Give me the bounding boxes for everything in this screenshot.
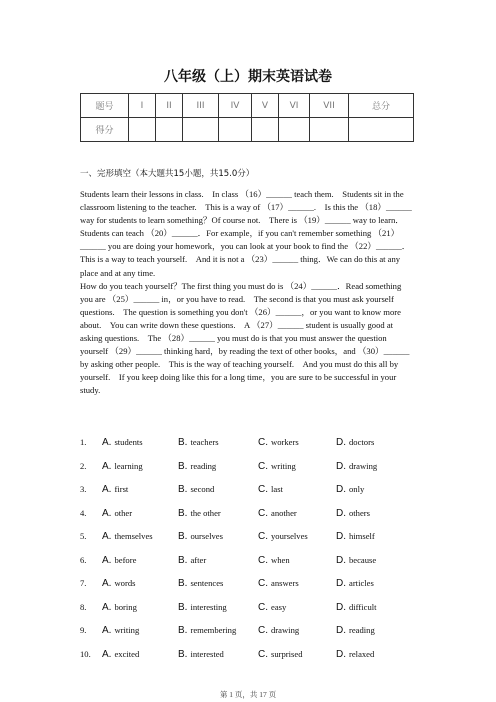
question-number: 10. — [80, 648, 91, 659]
option-letter: D. — [336, 601, 346, 613]
option-text: boring — [114, 601, 137, 612]
option-d[interactable] — [336, 649, 374, 660]
option-letter: C. — [258, 625, 268, 636]
question-row — [80, 484, 420, 500]
option-text: second — [190, 484, 215, 494]
score-cell[interactable] — [310, 118, 349, 142]
option-letter: A. — [102, 648, 112, 660]
option-c[interactable] — [258, 602, 286, 613]
option-letter: A. — [102, 625, 112, 636]
option-letter: C. — [258, 554, 268, 566]
option-text: interesting — [190, 601, 227, 612]
option-a[interactable] — [102, 578, 135, 589]
option-text: another — [271, 507, 297, 518]
question-number: 8. — [80, 601, 87, 612]
passage-paragraph: Students learn their lessons in class. In class （16）______ teach them. Students sit in the classroom listening to the teacher. This is a way of （17）______. Is this the （18）______ way for students to learn something？Of course not. There is （19）______ way to learn．Students can teach （20）______．For example，if you can't remember something （21）______ you are doing your homework，you can look at your book to find the （22）______．This is a way to teach yourself. And it is not a （23）______ thing．We can do this at any place and at any time. — [80, 189, 412, 278]
option-letter: B. — [178, 578, 188, 589]
option-text: excited — [114, 648, 140, 659]
score-table-header-cell: 题号 — [81, 94, 129, 118]
option-text: reading — [349, 625, 375, 635]
option-letter: D. — [336, 625, 346, 636]
option-letter: C. — [258, 460, 268, 472]
score-cell[interactable] — [349, 118, 414, 142]
score-cell[interactable] — [156, 118, 183, 142]
question-row — [80, 555, 420, 571]
option-text: interested — [190, 648, 224, 659]
option-b[interactable] — [178, 602, 227, 613]
option-text: relaxed — [349, 648, 375, 659]
option-text: difficult — [349, 601, 377, 612]
score-row-label: 得分 — [81, 118, 129, 142]
option-letter: A. — [102, 484, 112, 495]
option-text: himself — [349, 531, 375, 541]
option-b[interactable] — [178, 531, 223, 542]
option-text: articles — [349, 578, 374, 588]
option-text: sentences — [190, 578, 224, 588]
option-letter: C. — [258, 601, 268, 613]
question-number: 6. — [80, 554, 87, 565]
page-footer: 第 1 页，共 17 页 — [219, 690, 277, 699]
score-table-header-cell: II — [156, 94, 183, 118]
option-letter: D. — [336, 531, 346, 542]
option-letter: C. — [258, 578, 268, 589]
option-letter: B. — [178, 531, 188, 542]
option-text: last — [271, 484, 283, 494]
option-c[interactable] — [258, 555, 290, 566]
option-b[interactable] — [178, 484, 214, 495]
option-b[interactable] — [178, 578, 223, 589]
passage-paragraph: How do you teach yourself？The first thing you must do is （24）______．Read something you are （25）______ in，or you have to read. The second is that you must ask yourself questions. The question is something you don't （26）______，or you want to know more about. You can write down these questions. A （27）______ student is usually good at asking questions. The （28）______ you must do is that you must answer the question yourself （29）______ thinking hard，by reading the text of other books，and （30）______ by asking other people. This is the way of teaching yourself. And you must do this all by yourself. If you keep doing like this for a long time，you are sure to be successful in your study. — [80, 280, 410, 396]
option-text: easy — [271, 601, 287, 612]
option-letter: B. — [178, 601, 188, 613]
option-a[interactable] — [102, 484, 128, 495]
option-text: when — [271, 554, 290, 565]
option-text: the other — [190, 507, 221, 518]
option-letter: A. — [102, 437, 112, 448]
question-number: 1. — [80, 437, 87, 447]
option-a[interactable] — [102, 531, 153, 542]
score-table-score-row — [81, 118, 414, 142]
question-row — [80, 508, 420, 524]
option-letter: A. — [102, 531, 112, 542]
option-letter: A. — [102, 601, 112, 613]
option-d[interactable] — [336, 578, 374, 589]
option-a[interactable] — [102, 555, 136, 566]
option-text: writing — [271, 460, 296, 471]
option-a[interactable] — [102, 461, 143, 472]
option-letter: C. — [258, 437, 268, 448]
option-letter: B. — [178, 554, 188, 566]
option-d[interactable] — [336, 437, 374, 448]
option-d[interactable] — [336, 625, 375, 636]
option-letter: C. — [258, 648, 268, 660]
score-table-header-cell: VI — [279, 94, 310, 118]
option-text: students — [114, 437, 143, 447]
option-text: words — [114, 578, 136, 588]
score-cell[interactable] — [129, 118, 156, 142]
score-cell[interactable] — [219, 118, 252, 142]
option-b[interactable] — [178, 649, 224, 660]
score-table-header-cell: 总分 — [349, 94, 414, 118]
option-letter: B. — [178, 625, 188, 636]
option-letter: C. — [258, 507, 268, 519]
option-letter: D. — [336, 460, 346, 472]
option-letter: A. — [102, 507, 112, 519]
option-text: drawing — [271, 625, 300, 635]
option-text: teachers — [190, 437, 219, 447]
option-text: remembering — [190, 625, 237, 635]
option-text: other — [114, 507, 133, 518]
option-letter: D. — [336, 578, 346, 589]
option-a[interactable] — [102, 625, 139, 636]
score-table-header-cell: VII — [310, 94, 349, 118]
option-b[interactable] — [178, 461, 216, 472]
passage — [80, 188, 415, 398]
score-cell[interactable] — [252, 118, 279, 142]
option-a[interactable] — [102, 649, 139, 660]
option-letter: B. — [178, 437, 188, 448]
option-letter: D. — [336, 484, 346, 495]
option-text: drawing — [349, 460, 378, 471]
option-text: before — [114, 554, 137, 565]
option-text: reading — [190, 460, 217, 471]
option-d[interactable] — [336, 555, 376, 566]
question-number: 2. — [80, 460, 87, 471]
option-text: others — [349, 507, 371, 518]
option-c[interactable] — [258, 484, 283, 495]
option-d[interactable] — [336, 484, 364, 495]
option-text: only — [349, 484, 365, 494]
score-cell[interactable] — [279, 118, 310, 142]
option-text: after — [190, 554, 207, 565]
option-c[interactable] — [258, 531, 308, 542]
score-table-header-row — [81, 94, 414, 118]
option-letter: D. — [336, 648, 346, 660]
question-row — [80, 531, 420, 547]
question-number: 9. — [80, 625, 87, 635]
option-letter: B. — [178, 484, 188, 495]
option-letter: B. — [178, 507, 188, 519]
option-letter: C. — [258, 484, 268, 495]
option-text: learning — [114, 460, 143, 471]
question-number: 7. — [80, 578, 87, 588]
option-letter: A. — [102, 554, 112, 566]
score-table-header-cell: IV — [219, 94, 252, 118]
option-letter: B. — [178, 460, 188, 472]
option-d[interactable] — [336, 461, 377, 472]
score-cell[interactable] — [183, 118, 219, 142]
score-table-header-cell: I — [129, 94, 156, 118]
score-table-header-cell: III — [183, 94, 219, 118]
option-c[interactable] — [258, 461, 296, 472]
option-a[interactable] — [102, 602, 137, 613]
option-b[interactable] — [178, 555, 206, 566]
option-c[interactable] — [258, 437, 299, 448]
option-text: writing — [114, 625, 140, 635]
option-c[interactable] — [258, 508, 297, 519]
score-table — [80, 93, 414, 142]
option-b[interactable] — [178, 437, 219, 448]
option-text: because — [349, 554, 377, 565]
page-title: 八年级（上）期末英语试卷 — [164, 69, 332, 85]
score-table-header-cell: V — [252, 94, 279, 118]
option-b[interactable] — [178, 508, 221, 519]
option-b[interactable] — [178, 625, 236, 636]
option-text: first — [114, 484, 129, 494]
option-text: yourselves — [271, 531, 308, 541]
option-letter: D. — [336, 507, 346, 519]
question-number: 3. — [80, 484, 87, 494]
option-text: workers — [271, 437, 299, 447]
option-d[interactable] — [336, 602, 377, 613]
option-letter: A. — [102, 578, 112, 589]
option-letter: D. — [336, 437, 346, 448]
question-row — [80, 437, 420, 453]
option-c[interactable] — [258, 649, 303, 660]
option-c[interactable] — [258, 625, 299, 636]
option-text: themselves — [114, 531, 153, 541]
option-text: surprised — [271, 648, 303, 659]
question-number: 5. — [80, 531, 87, 541]
option-letter: C. — [258, 531, 268, 542]
question-row — [80, 602, 420, 618]
option-letter: B. — [178, 648, 188, 660]
option-text: answers — [271, 578, 299, 588]
option-d[interactable] — [336, 508, 370, 519]
question-row — [80, 461, 420, 477]
option-a[interactable] — [102, 508, 132, 519]
question-row — [80, 625, 420, 641]
question-number: 4. — [80, 507, 87, 518]
section-heading: 一、完形填空（本大题共15小题，共15.0分） — [80, 169, 255, 179]
question-row — [80, 578, 420, 594]
option-c[interactable] — [258, 578, 299, 589]
option-text: ourselves — [190, 531, 223, 541]
option-text: doctors — [349, 437, 375, 447]
option-a[interactable] — [102, 437, 143, 448]
option-letter: A. — [102, 460, 112, 472]
option-letter: D. — [336, 554, 346, 566]
question-row — [80, 649, 420, 665]
option-d[interactable] — [336, 531, 375, 542]
